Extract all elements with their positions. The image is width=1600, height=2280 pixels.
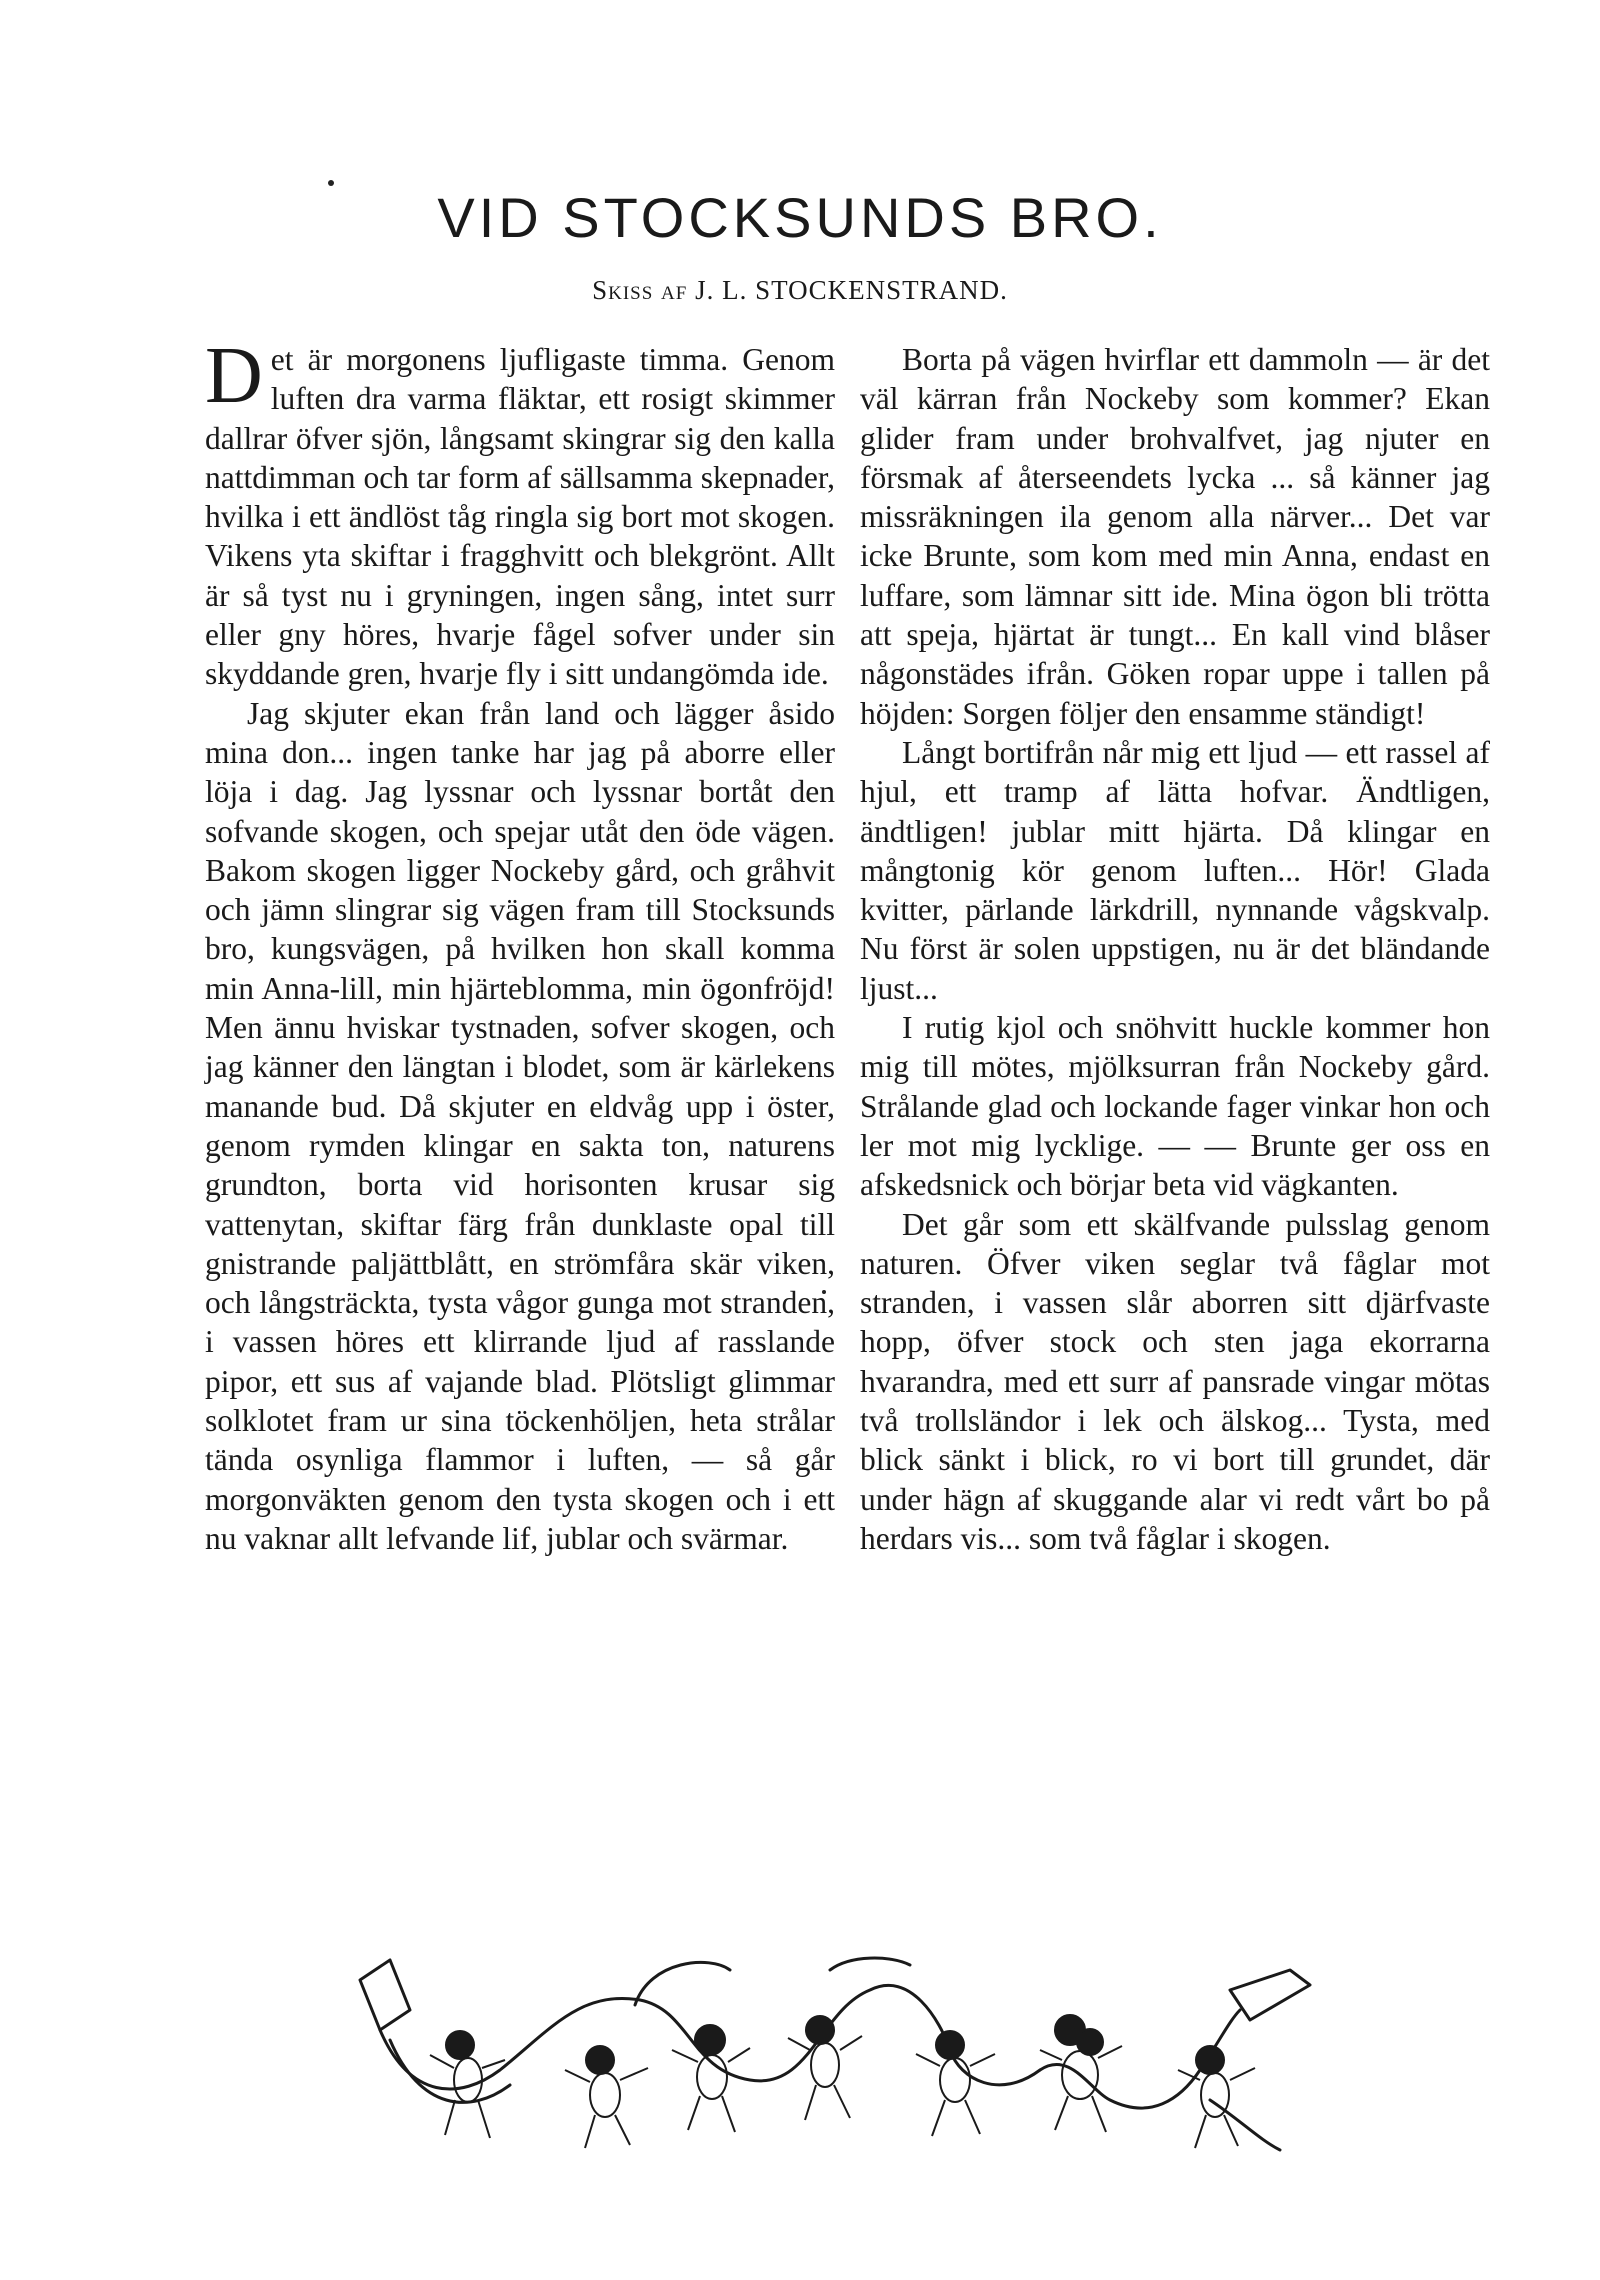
cherubs-ribbon-icon	[350, 1950, 1340, 2160]
article-byline: Skiss af J. L. STOCKENSTRAND.	[592, 275, 1008, 305]
right-column	[860, 340, 1490, 1558]
paragraph	[205, 332, 835, 694]
paragraph: Jag skjuter ekan från land och lägger åsido mina don... ingen tanke har jag på aborre eller löja i dag. Jag lyssnar och lyssnar bortåt den sofvande skogen, och spejar utåt den öde vägen. Bakom skogen ligger Nockeby gård, och gråhvit och jämn slingrar sig vägen fram till Stocksunds bro, kungsvägen, på hvilken hon skall komma min Anna-lill, min hjärteblomma, min ögonfröjd! Men ännu hviskar tystnaden, sofver skogen, och jag känner den längtan i blodet, som är kärlekens manande bud. Då skjuter en eldvåg upp i öster, genom rymden klingar en sakta ton, naturens grundton, borta vid horisonten krusar sig vattenytan, skiftar färg från dunklaste opal till gnistrande paljättblått, en strömfåra skär viken, och långsträckta, tysta vågor gunga mot stranden, i vassen höres ett klirrande ljud af rasslande pipor, ett sus af vajande blad. Plötsligt glimmar solklotet fram ur sina töckenhöljen, heta strålar tända osynliga flammor i luften, — så går morgonväkten genom den tysta skogen och i ett nu vaknar allt lefvande lif, jublar och svärmar.	[205, 695, 835, 1556]
left-column	[205, 332, 835, 1558]
article-title: VID STOCKSUNDS BRO.	[437, 186, 1163, 249]
paragraph: I rutig kjol och snöhvitt huckle kommer hon mig till mötes, mjölksurran från Nockeby gård. Strålande glad och lockande fager vinkar hon och ler mot mig lycklige. — — Brunte ger oss en afskedsnick och börjar beta vid vägkanten.	[860, 1010, 1490, 1203]
paragraph: Långt bortifrån når mig ett ljud — ett rassel af hjul, ett tramp af lätta hofvar. Ändtligen, ändtligen! jublar mitt hjärta. Då klingar en mångtonig kör genom luften... Hör! Glada kvitter, pärlande lärkdrill, nynnande vågskvalp. Nu först är solen uppstigen, nu är det bländande ljust...	[860, 734, 1490, 1006]
paragraph: Det går som ett skälfvande pulsslag genom naturen. Öfver viken seglar två fåglar mot stranden, i vassen slår aborren sitt djärfvaste hopp, öfver stock och sten jaga ekorrarna hvarandra, med ett surr af pansrade vingar mötas två trollsländor i lek och älskog... Tysta, med blick sänkt i blick, ro vi bort till grundet, där under hägn af skuggande alar vi redt vårt bo på herdars vis... som två fåglar i skogen.	[860, 1206, 1490, 1556]
paragraph-text: et är morgonens ljufligaste timma. Genom luften dra varma fläktar, ett rosigt skimmer dallrar öfver sjön, långsamt skingrar sig den kalla nattdimman och tar form af sällsamma skepnader, hvilka i ett ändlöst tåg ringla sig bort mot skogen. Vikens yta skiftar i fragghvitt och blekgrönt. Allt är så tyst nu i gryningen, ingen sång, intet surr eller gny höres, hvarje fågel sofver under sin skyddande gren, hvarje fly i sitt undangömda ide.	[205, 342, 835, 692]
paragraph: Borta på vägen hvirflar ett dammoln — är det väl kärran från Nockeby som kommer? Ekan glider fram under brohvalfvet, jag njuter en försmak af återseendets lycka ... så känner jag missräkningen ila genom alla närver... Det var icke Brunte, som kom med min Anna, endast en luffare, som lämnar sitt ide. Mina ögon bli trötta att speja, hjärtat är tungt... En kall vind blåser någonstädes ifrån. Göken ropar uppe i tallen på höjden: Sorgen följer den ensamme ständigt!	[860, 342, 1490, 731]
drop-cap: D	[205, 332, 263, 420]
